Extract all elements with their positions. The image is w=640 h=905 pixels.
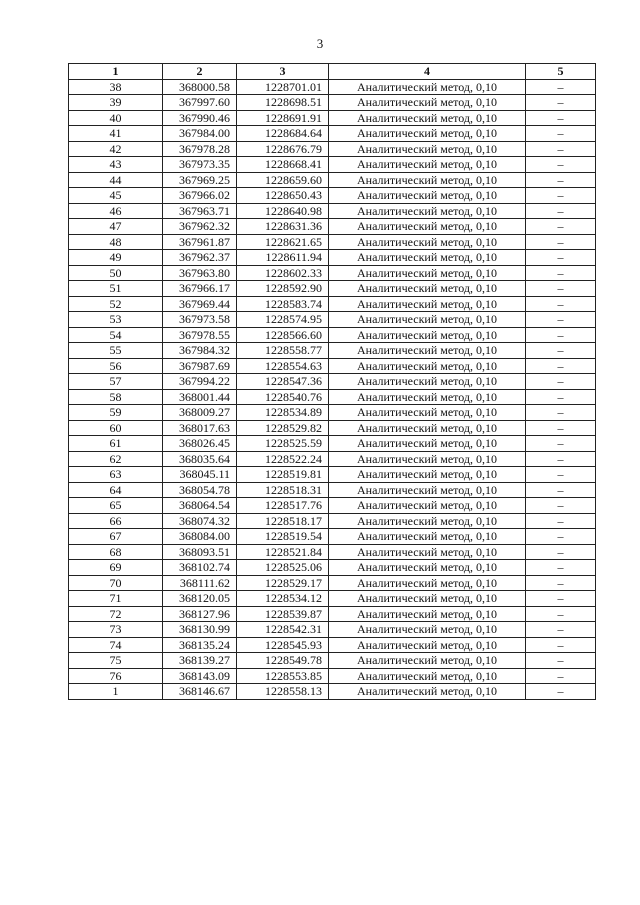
coordinates-table — [68, 63, 596, 700]
table-row — [69, 141, 596, 157]
table-row — [69, 157, 596, 173]
x-coordinate-cell: 367963.80 — [163, 265, 237, 281]
x-coordinate-cell: 368009.27 — [163, 405, 237, 421]
table-row — [69, 684, 596, 700]
method-cell: Аналитический метод, 0,10 — [329, 374, 526, 390]
note-cell: – — [526, 575, 596, 591]
table-row — [69, 358, 596, 374]
point-number-cell: 66 — [69, 513, 163, 529]
x-coordinate-cell: 367984.00 — [163, 126, 237, 142]
method-cell: Аналитический метод, 0,10 — [329, 250, 526, 266]
note-cell: – — [526, 358, 596, 374]
method-cell: Аналитический метод, 0,10 — [329, 482, 526, 498]
table-row — [69, 498, 596, 514]
note-cell: – — [526, 591, 596, 607]
point-number-cell: 62 — [69, 451, 163, 467]
point-number-cell: 67 — [69, 529, 163, 545]
method-cell: Аналитический метод, 0,10 — [329, 637, 526, 653]
method-cell: Аналитический метод, 0,10 — [329, 653, 526, 669]
table-row — [69, 436, 596, 452]
note-cell: – — [526, 172, 596, 188]
table-row — [69, 234, 596, 250]
note-cell: – — [526, 157, 596, 173]
y-coordinate-cell: 1228691.91 — [237, 110, 329, 126]
table-row — [69, 637, 596, 653]
note-cell: – — [526, 95, 596, 111]
y-coordinate-cell: 1228529.17 — [237, 575, 329, 591]
y-coordinate-cell: 1228659.60 — [237, 172, 329, 188]
method-cell: Аналитический метод, 0,10 — [329, 281, 526, 297]
method-cell: Аналитический метод, 0,10 — [329, 203, 526, 219]
y-coordinate-cell: 1228650.43 — [237, 188, 329, 204]
method-cell: Аналитический метод, 0,10 — [329, 188, 526, 204]
x-coordinate-cell: 368017.63 — [163, 420, 237, 436]
y-coordinate-cell: 1228554.63 — [237, 358, 329, 374]
point-number-cell: 76 — [69, 668, 163, 684]
table-row — [69, 296, 596, 312]
x-coordinate-cell: 367973.58 — [163, 312, 237, 328]
point-number-cell: 61 — [69, 436, 163, 452]
method-cell: Аналитический метод, 0,10 — [329, 141, 526, 157]
x-coordinate-cell: 367987.69 — [163, 358, 237, 374]
table-row — [69, 513, 596, 529]
table-row — [69, 591, 596, 607]
table-row — [69, 575, 596, 591]
y-coordinate-cell: 1228517.76 — [237, 498, 329, 514]
note-cell: – — [526, 281, 596, 297]
y-coordinate-cell: 1228676.79 — [237, 141, 329, 157]
method-cell: Аналитический метод, 0,10 — [329, 498, 526, 514]
table-row — [69, 482, 596, 498]
x-coordinate-cell: 368102.74 — [163, 560, 237, 576]
method-cell: Аналитический метод, 0,10 — [329, 668, 526, 684]
x-coordinate-cell: 368146.67 — [163, 684, 237, 700]
y-coordinate-cell: 1228668.41 — [237, 157, 329, 173]
note-cell: – — [526, 296, 596, 312]
note-cell: – — [526, 513, 596, 529]
x-coordinate-cell: 368026.45 — [163, 436, 237, 452]
point-number-cell: 51 — [69, 281, 163, 297]
point-number-cell: 55 — [69, 343, 163, 359]
table-row — [69, 529, 596, 545]
note-cell: – — [526, 389, 596, 405]
method-cell: Аналитический метод, 0,10 — [329, 622, 526, 638]
y-coordinate-cell: 1228522.24 — [237, 451, 329, 467]
x-coordinate-cell: 367973.35 — [163, 157, 237, 173]
point-number-cell: 39 — [69, 95, 163, 111]
table-body — [69, 79, 596, 699]
note-cell: – — [526, 141, 596, 157]
x-coordinate-cell: 367966.17 — [163, 281, 237, 297]
header-col-4: 4 — [329, 64, 526, 80]
y-coordinate-cell: 1228631.36 — [237, 219, 329, 235]
point-number-cell: 41 — [69, 126, 163, 142]
note-cell: – — [526, 203, 596, 219]
y-coordinate-cell: 1228525.06 — [237, 560, 329, 576]
method-cell: Аналитический метод, 0,10 — [329, 157, 526, 173]
y-coordinate-cell: 1228545.93 — [237, 637, 329, 653]
note-cell: – — [526, 79, 596, 95]
note-cell: – — [526, 544, 596, 560]
note-cell: – — [526, 265, 596, 281]
note-cell: – — [526, 405, 596, 421]
point-number-cell: 40 — [69, 110, 163, 126]
x-coordinate-cell: 368135.24 — [163, 637, 237, 653]
point-number-cell: 63 — [69, 467, 163, 483]
point-number-cell: 46 — [69, 203, 163, 219]
method-cell: Аналитический метод, 0,10 — [329, 79, 526, 95]
table-row — [69, 79, 596, 95]
y-coordinate-cell: 1228558.77 — [237, 343, 329, 359]
point-number-cell: 56 — [69, 358, 163, 374]
y-coordinate-cell: 1228540.76 — [237, 389, 329, 405]
note-cell: – — [526, 188, 596, 204]
note-cell: – — [526, 498, 596, 514]
table-row — [69, 265, 596, 281]
y-coordinate-cell: 1228592.90 — [237, 281, 329, 297]
x-coordinate-cell: 367962.37 — [163, 250, 237, 266]
x-coordinate-cell: 367997.60 — [163, 95, 237, 111]
point-number-cell: 65 — [69, 498, 163, 514]
x-coordinate-cell: 368139.27 — [163, 653, 237, 669]
note-cell: – — [526, 343, 596, 359]
method-cell: Аналитический метод, 0,10 — [329, 451, 526, 467]
x-coordinate-cell: 367978.28 — [163, 141, 237, 157]
method-cell: Аналитический метод, 0,10 — [329, 312, 526, 328]
method-cell: Аналитический метод, 0,10 — [329, 606, 526, 622]
y-coordinate-cell: 1228542.31 — [237, 622, 329, 638]
x-coordinate-cell: 368001.44 — [163, 389, 237, 405]
note-cell: – — [526, 622, 596, 638]
x-coordinate-cell: 367969.25 — [163, 172, 237, 188]
point-number-cell: 38 — [69, 79, 163, 95]
point-number-cell: 73 — [69, 622, 163, 638]
x-coordinate-cell: 368054.78 — [163, 482, 237, 498]
method-cell: Аналитический метод, 0,10 — [329, 529, 526, 545]
table-row — [69, 343, 596, 359]
y-coordinate-cell: 1228574.95 — [237, 312, 329, 328]
method-cell: Аналитический метод, 0,10 — [329, 343, 526, 359]
y-coordinate-cell: 1228518.31 — [237, 482, 329, 498]
table-row — [69, 219, 596, 235]
note-cell: – — [526, 451, 596, 467]
y-coordinate-cell: 1228534.12 — [237, 591, 329, 607]
header-col-2: 2 — [163, 64, 237, 80]
x-coordinate-cell: 367966.02 — [163, 188, 237, 204]
point-number-cell: 49 — [69, 250, 163, 266]
method-cell: Аналитический метод, 0,10 — [329, 436, 526, 452]
note-cell: – — [526, 420, 596, 436]
header-col-5: 5 — [526, 64, 596, 80]
method-cell: Аналитический метод, 0,10 — [329, 219, 526, 235]
y-coordinate-cell: 1228547.36 — [237, 374, 329, 390]
x-coordinate-cell: 367969.44 — [163, 296, 237, 312]
point-number-cell: 70 — [69, 575, 163, 591]
y-coordinate-cell: 1228534.89 — [237, 405, 329, 421]
note-cell: – — [526, 482, 596, 498]
x-coordinate-cell: 368084.00 — [163, 529, 237, 545]
note-cell: – — [526, 467, 596, 483]
method-cell: Аналитический метод, 0,10 — [329, 405, 526, 421]
x-coordinate-cell: 368064.54 — [163, 498, 237, 514]
y-coordinate-cell: 1228621.65 — [237, 234, 329, 250]
y-coordinate-cell: 1228698.51 — [237, 95, 329, 111]
table-row — [69, 250, 596, 266]
y-coordinate-cell: 1228521.84 — [237, 544, 329, 560]
method-cell: Аналитический метод, 0,10 — [329, 95, 526, 111]
table-row — [69, 172, 596, 188]
point-number-cell: 60 — [69, 420, 163, 436]
table-row — [69, 203, 596, 219]
point-number-cell: 64 — [69, 482, 163, 498]
note-cell: – — [526, 436, 596, 452]
table-row — [69, 420, 596, 436]
table-row — [69, 126, 596, 142]
table-row — [69, 467, 596, 483]
table-row — [69, 389, 596, 405]
x-coordinate-cell: 368127.96 — [163, 606, 237, 622]
table-row — [69, 606, 596, 622]
table-row — [69, 312, 596, 328]
y-coordinate-cell: 1228549.78 — [237, 653, 329, 669]
point-number-cell: 43 — [69, 157, 163, 173]
method-cell: Аналитический метод, 0,10 — [329, 296, 526, 312]
point-number-cell: 57 — [69, 374, 163, 390]
y-coordinate-cell: 1228525.59 — [237, 436, 329, 452]
note-cell: – — [526, 606, 596, 622]
method-cell: Аналитический метод, 0,10 — [329, 389, 526, 405]
y-coordinate-cell: 1228611.94 — [237, 250, 329, 266]
y-coordinate-cell: 1228519.54 — [237, 529, 329, 545]
method-cell: Аналитический метод, 0,10 — [329, 684, 526, 700]
y-coordinate-cell: 1228701.01 — [237, 79, 329, 95]
x-coordinate-cell: 368130.99 — [163, 622, 237, 638]
table-row — [69, 622, 596, 638]
table-row — [69, 653, 596, 669]
note-cell: – — [526, 327, 596, 343]
y-coordinate-cell: 1228583.74 — [237, 296, 329, 312]
x-coordinate-cell: 368000.58 — [163, 79, 237, 95]
y-coordinate-cell: 1228519.81 — [237, 467, 329, 483]
method-cell: Аналитический метод, 0,10 — [329, 126, 526, 142]
point-number-cell: 68 — [69, 544, 163, 560]
method-cell: Аналитический метод, 0,10 — [329, 513, 526, 529]
table-row — [69, 95, 596, 111]
point-number-cell: 52 — [69, 296, 163, 312]
y-coordinate-cell: 1228566.60 — [237, 327, 329, 343]
point-number-cell: 58 — [69, 389, 163, 405]
table-row — [69, 188, 596, 204]
x-coordinate-cell: 367963.71 — [163, 203, 237, 219]
y-coordinate-cell: 1228553.85 — [237, 668, 329, 684]
note-cell: – — [526, 653, 596, 669]
note-cell: – — [526, 668, 596, 684]
table-row — [69, 281, 596, 297]
y-coordinate-cell: 1228602.33 — [237, 265, 329, 281]
y-coordinate-cell: 1228529.82 — [237, 420, 329, 436]
note-cell: – — [526, 250, 596, 266]
table-row — [69, 560, 596, 576]
page-number: 3 — [316, 36, 324, 51]
method-cell: Аналитический метод, 0,10 — [329, 358, 526, 374]
point-number-cell: 54 — [69, 327, 163, 343]
point-number-cell: 72 — [69, 606, 163, 622]
x-coordinate-cell: 368045.11 — [163, 467, 237, 483]
y-coordinate-cell: 1228640.98 — [237, 203, 329, 219]
x-coordinate-cell: 367961.87 — [163, 234, 237, 250]
point-number-cell: 1 — [69, 684, 163, 700]
note-cell: – — [526, 126, 596, 142]
method-cell: Аналитический метод, 0,10 — [329, 172, 526, 188]
table-row — [69, 405, 596, 421]
x-coordinate-cell: 367978.55 — [163, 327, 237, 343]
header-col-3: 3 — [237, 64, 329, 80]
x-coordinate-cell: 367984.32 — [163, 343, 237, 359]
y-coordinate-cell: 1228558.13 — [237, 684, 329, 700]
point-number-cell: 71 — [69, 591, 163, 607]
table-row — [69, 544, 596, 560]
x-coordinate-cell: 368143.09 — [163, 668, 237, 684]
point-number-cell: 42 — [69, 141, 163, 157]
note-cell: – — [526, 529, 596, 545]
note-cell: – — [526, 219, 596, 235]
point-number-cell: 47 — [69, 219, 163, 235]
header-col-1: 1 — [69, 64, 163, 80]
method-cell: Аналитический метод, 0,10 — [329, 234, 526, 250]
note-cell: – — [526, 234, 596, 250]
point-number-cell: 74 — [69, 637, 163, 653]
point-number-cell: 50 — [69, 265, 163, 281]
table-row — [69, 374, 596, 390]
x-coordinate-cell: 367994.22 — [163, 374, 237, 390]
note-cell: – — [526, 374, 596, 390]
point-number-cell: 75 — [69, 653, 163, 669]
point-number-cell: 59 — [69, 405, 163, 421]
y-coordinate-cell: 1228518.17 — [237, 513, 329, 529]
table-header-row — [69, 64, 596, 80]
table-row — [69, 327, 596, 343]
method-cell: Аналитический метод, 0,10 — [329, 560, 526, 576]
method-cell: Аналитический метод, 0,10 — [329, 327, 526, 343]
note-cell: – — [526, 312, 596, 328]
x-coordinate-cell: 367990.46 — [163, 110, 237, 126]
note-cell: – — [526, 110, 596, 126]
method-cell: Аналитический метод, 0,10 — [329, 467, 526, 483]
method-cell: Аналитический метод, 0,10 — [329, 420, 526, 436]
point-number-cell: 69 — [69, 560, 163, 576]
note-cell: – — [526, 684, 596, 700]
note-cell: – — [526, 637, 596, 653]
method-cell: Аналитический метод, 0,10 — [329, 575, 526, 591]
table-row — [69, 110, 596, 126]
table-row — [69, 668, 596, 684]
x-coordinate-cell: 368093.51 — [163, 544, 237, 560]
x-coordinate-cell: 368035.64 — [163, 451, 237, 467]
point-number-cell: 44 — [69, 172, 163, 188]
point-number-cell: 48 — [69, 234, 163, 250]
method-cell: Аналитический метод, 0,10 — [329, 110, 526, 126]
x-coordinate-cell: 368120.05 — [163, 591, 237, 607]
x-coordinate-cell: 367962.32 — [163, 219, 237, 235]
x-coordinate-cell: 368111.62 — [163, 575, 237, 591]
method-cell: Аналитический метод, 0,10 — [329, 265, 526, 281]
point-number-cell: 53 — [69, 312, 163, 328]
y-coordinate-cell: 1228684.64 — [237, 126, 329, 142]
x-coordinate-cell: 368074.32 — [163, 513, 237, 529]
y-coordinate-cell: 1228539.87 — [237, 606, 329, 622]
method-cell: Аналитический метод, 0,10 — [329, 544, 526, 560]
point-number-cell: 45 — [69, 188, 163, 204]
note-cell: – — [526, 560, 596, 576]
method-cell: Аналитический метод, 0,10 — [329, 591, 526, 607]
table-row — [69, 451, 596, 467]
